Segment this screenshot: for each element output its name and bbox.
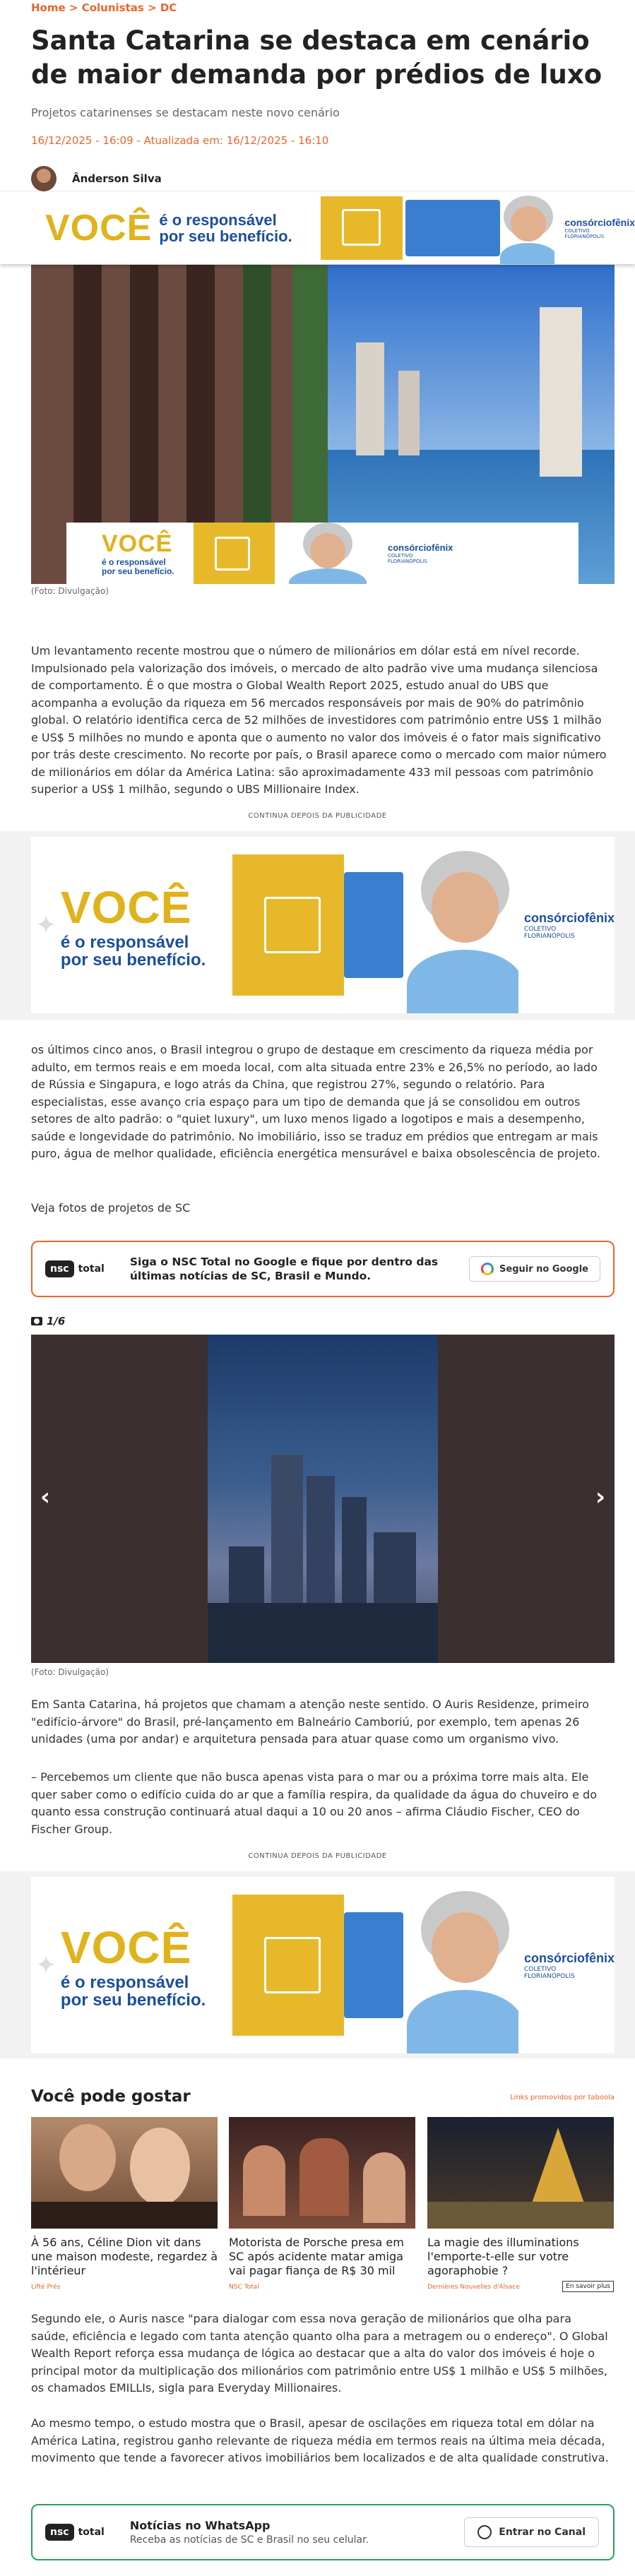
google-icon (481, 1263, 494, 1275)
recommendations-title: Você pode gostar (31, 2087, 191, 2106)
recommend-card[interactable] (229, 2117, 415, 2291)
recommend-thumb (31, 2117, 218, 2229)
gallery-prev-button[interactable]: ‹ (40, 1483, 50, 1511)
ad-brand-sub2: FLORIANÓPOLIS (523, 932, 575, 940)
breadcrumb-sep: > (143, 1, 160, 14)
follow-google-button[interactable] (469, 1256, 600, 1282)
taboola-promo-link[interactable]: Links promovidos por taboola (510, 2094, 615, 2101)
nsc-logo-mark: nsc (45, 1260, 74, 1277)
continue-label: CONTINUA DEPOIS DA PUBLICIDADE (248, 812, 387, 820)
ad-brand-sub: COLETIVO (564, 228, 590, 234)
ad-voce-text: VOCÊ (102, 530, 173, 558)
recommend-title: À 56 ans, Céline Dion vit dans une maison modeste, regardez à l'intérieur (31, 2236, 218, 2277)
article-paragraph: Segundo ele, o Auris nasce "para dialogar com essa nova geração de milionários que olha para saúde, eficiência e legado com tanta atenção quanto olha para a metragem ou o endereço". O Global Wealth Report reforça essa mudança de lógica ao destacar que a alta do valor dos imóveis é hoje o principal motor da multiplicação dos milionários com patrimônio entre US$ 1 milhão e US$ 5 milhões, os chamados EMILLIs, sigla para Everyday Millionaires. (31, 2312, 608, 2395)
sparkle-icon: ✦ (35, 1950, 57, 1980)
ad-brand-sub2: FLORIANÓPOLIS (388, 559, 427, 564)
recommend-card[interactable] (427, 2117, 614, 2291)
nsc-logo (45, 2524, 105, 2541)
follow-text-line1: Siga o NSC Total no Google e fique por dentro das (129, 1256, 439, 1268)
article-paragraph: os últimos cinco anos, o Brasil integrou o grupo de destaque em crescimento da riqueza média por adulto, em termos reais e em moeda local, com alta situada entre 23% e 26,5% no período, ao lado de Rússia e Singapura, e logo atrás da China, que registrou 27%, segundo o relatório. Para especialistas, esse avanço cria espaço para um tipo de demanda que já se consolidou em outros setores de alto padrão: o "quiet luxury", um luxo menos ligado a logotipos e mais a desempenho, saúde e longevidade do patrimônio. No imobiliário, isso se traduz em prédios que entregam ar mais puro, água de melhor qualidade, eficiência energética mensurável e baixa obsolescência de projeto. (31, 1043, 600, 1160)
google-follow-box (31, 1241, 615, 1297)
follow-google-label: Seguir no Google (499, 1263, 588, 1275)
ad-brand-logo: consórciofênix (564, 217, 635, 228)
author-name[interactable]: Ânderson Silva (72, 172, 162, 185)
ad-voce-text: VOCÊ (60, 881, 192, 933)
ad-face-card (194, 523, 275, 584)
hero-caption: (Foto: Divulgação) (31, 586, 109, 596)
ad-line1: é o responsável (60, 932, 189, 952)
gallery-counter (31, 1315, 65, 1328)
nsc-logo-total: total (78, 1263, 105, 1275)
article-subtitle: Projetos catarinenses se destacam neste novo cenário (31, 106, 340, 119)
ad-brand-sub2: FLORIANÓPOLIS (564, 234, 605, 239)
recommend-card[interactable] (31, 2117, 218, 2291)
recommend-source: Lifté Prés (31, 2284, 61, 2291)
inline-ad-banner[interactable] (66, 523, 578, 584)
gallery-caption: (Foto: Divulgação) (31, 1667, 109, 1677)
nsc-logo (45, 1260, 105, 1277)
article-quote: – Percebemos um cliente que não busca apenas vista para o mar ou a próxima torre mais alta. Ele quer saber como o edifício cuida do ar que a família respira, da qualidade da água do chuveiro e do quanto essa construção continuará atual daqui a 10 ou 20 anos – afirma Cláudio Fischer, CEO do Fischer Group. (31, 1770, 597, 1836)
ad-line1: é o responsável (102, 557, 166, 568)
breadcrumb-column[interactable]: DC (160, 1, 177, 14)
ad-brand-logo: consórciofênix (523, 910, 615, 925)
breadcrumb-sep: > (65, 1, 82, 14)
breadcrumb (31, 0, 177, 16)
camera-icon (31, 1317, 42, 1325)
recommend-source: Dernières Nouvelles d'Alsace (427, 2284, 520, 2291)
gallery-next-button[interactable]: › (595, 1483, 605, 1511)
photo-gallery[interactable] (31, 1335, 615, 1663)
nsc-logo-total: total (78, 2527, 105, 2538)
recommend-title: La magie des illuminations l'emporte-t-elle sur votre agoraphobie ? (427, 2236, 579, 2277)
ad-brand-logo: consórciofênix (388, 542, 453, 553)
ad-face-card (321, 196, 402, 260)
ad-person-image (403, 1877, 518, 2053)
whatsapp-subtitle: Receba as notícias de SC e Brasil no seu celular. (129, 2534, 369, 2546)
article-paragraph: Um levantamento recente mostrou que o número de milionários em dólar está em nível recorde. Impulsionado pela valorização dos imóveis, o mercado de alto padrão vive uma mudança silenciosa de comportamento. É o que mostra o Global Wealth Report 2025, estudo anual do UBS que acompanha a evolução da riqueza em 56 mercados responsáveis por mais de 90% do patrimônio global. O relatório identifica cerca de 52 milhões de investidores com patrimônio entre US$ 1 milhão e US$ 5 milhões no mundo e aponta que o aumento no valor dos imóveis é o fator mais significativo por trás deste crescimento. No recorte por país, o Brasil aparece como o mercado com maior número de milionários em dólar da América Latina: são aproximadamente 433 mil pessoas com patrimônio superior a US$ 1 milhão, segundo o UBS Millionaire Index. (31, 644, 607, 796)
ad-voce-text: VOCÊ (45, 208, 153, 249)
ad-line1: é o responsável (60, 1972, 189, 1992)
gallery-photo (208, 1335, 438, 1663)
nsc-logo-mark: nsc (45, 2524, 74, 2541)
hero-tower (540, 307, 582, 477)
article-dates: 16/12/2025 - 16:09 - Atualizada em: 16/12/2025 - 16:10 (31, 134, 329, 147)
article-paragraph: Em Santa Catarina, há projetos que chamam a atenção neste sentido. O Auris Residenze, primeiro "edifício-árvore" do Brasil, pré-lançamento em Balneário Camboriú, por exemplo, tem apenas 26 unidades (uma por andar) e arquitetura pensada para atuar quase como um organismo vivo. (31, 1698, 589, 1746)
gallery-counter-text: 1/6 (47, 1315, 66, 1328)
ad-brand-sub: COLETIVO (388, 553, 413, 559)
ad-line2: por seu benefício. (60, 950, 206, 970)
display-ad-banner[interactable] (31, 1877, 615, 2053)
article-paragraph: Ao mesmo tempo, o estudo mostra que o Brasil, apesar de oscilações em riqueza total em dólar na América Latina, registrou ganho relevante de riqueza média em termos reais na última meia década, movimento que tende a favorecer ativos imobiliários bem localizados e de alta qualidade construtiva. (31, 2416, 609, 2464)
join-channel-button[interactable] (464, 2517, 599, 2547)
ad-line2: por seu benefício. (102, 566, 174, 576)
page-title: Santa Catarina se destaca em cenário de maior demanda por prédios de luxo (31, 25, 603, 90)
ad-brand-sub2: FLORIANÓPOLIS (523, 1972, 575, 1980)
ad-face-card (232, 854, 344, 996)
ad-face-card (232, 1895, 344, 2036)
display-ad-banner[interactable] (31, 837, 615, 1013)
join-channel-label: Entrar no Canal (499, 2527, 586, 2538)
ad-brand-sub: COLETIVO (523, 1965, 557, 1973)
ad-zone (0, 831, 635, 1020)
hero-tower (398, 371, 420, 455)
continue-label: CONTINUA DEPOIS DA PUBLICIDADE (248, 1852, 387, 1860)
whatsapp-icon (477, 2525, 492, 2539)
ad-id-cards (405, 200, 501, 256)
gallery-intro: Veja fotos de projetos de SC (31, 1201, 191, 1215)
whatsapp-box (31, 2504, 615, 2560)
ad-line1: é o responsável (159, 210, 277, 229)
hero-image (31, 265, 615, 584)
breadcrumb-home[interactable]: Home (31, 1, 66, 14)
recommend-title: Motorista de Porsche presa em SC após acidente matar amiga vai pagar fiança de R$ 30 mil (229, 2236, 404, 2277)
ad-person-image (403, 837, 518, 1013)
ad-voce-text: VOCÊ (60, 1921, 192, 1973)
ad-id-cards (344, 1912, 403, 2018)
ad-person-image (275, 523, 381, 584)
avatar[interactable] (31, 166, 57, 191)
ad-brand-logo: consórciofênix (523, 1950, 615, 1965)
recommend-thumb (229, 2117, 415, 2229)
follow-text-line2: últimas notícias de SC, Brasil e Mundo. (129, 1270, 372, 1282)
sticky-ad-banner[interactable] (0, 192, 635, 264)
ad-brand-sub: COLETIVO (523, 925, 557, 933)
whatsapp-title: Notícias no WhatsApp (129, 2519, 271, 2532)
recommend-source: NSC Total (229, 2284, 259, 2291)
hero-tower (356, 342, 384, 455)
sparkle-icon: ✦ (35, 910, 57, 940)
ad-id-cards (344, 872, 403, 978)
ad-line2: por seu benefício. (159, 227, 292, 245)
learn-more-button[interactable]: En savoir plus (562, 2281, 614, 2292)
ad-person-image (500, 192, 554, 264)
author-info (31, 166, 162, 191)
recommend-thumb (427, 2117, 614, 2229)
breadcrumb-section[interactable]: Colunistas (81, 1, 144, 14)
ad-zone (0, 1871, 635, 2058)
ad-line2: por seu benefício. (60, 1991, 206, 2010)
